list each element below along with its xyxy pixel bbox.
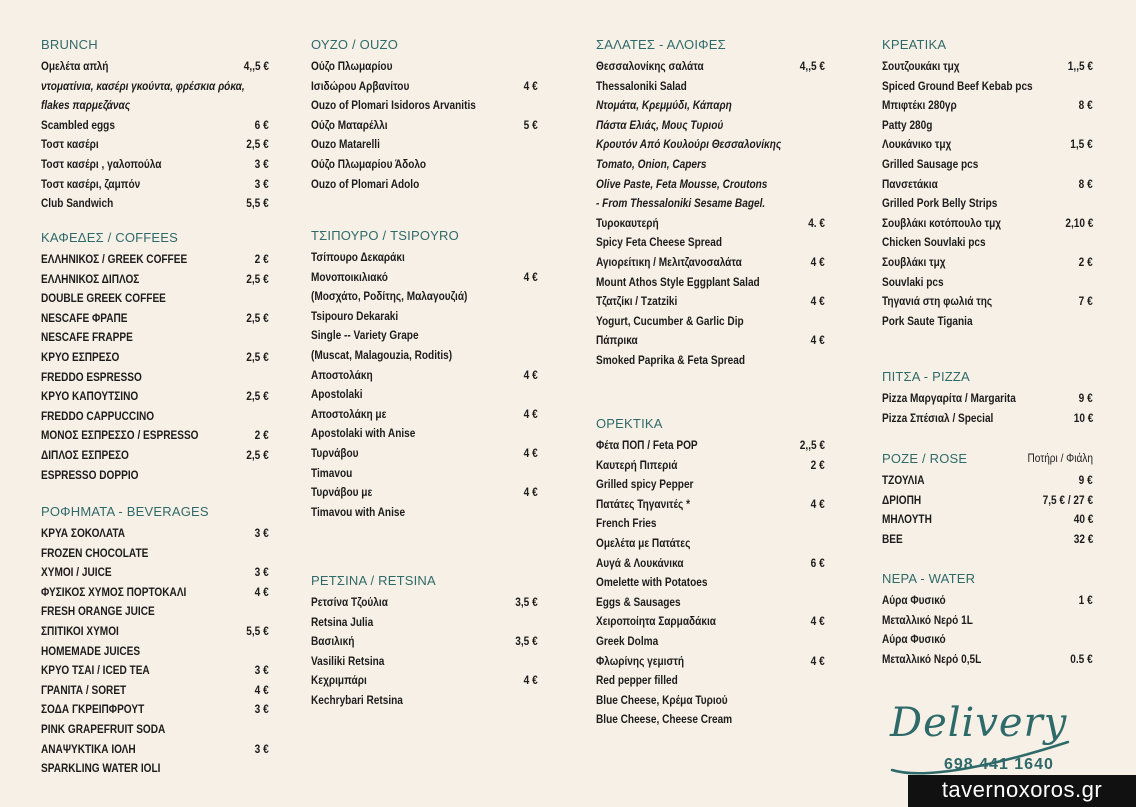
menu-item-name: Κρουτόν Από Κουλούρι Θεσσαλονίκης: [596, 137, 782, 152]
menu-item-price: 3,5 €: [515, 634, 538, 649]
section-title: BRUNCH: [41, 37, 98, 52]
menu-item-price: 4 €: [523, 78, 538, 93]
menu-item-name: Αύρα Φυσικό: [882, 593, 946, 607]
menu-item-price: 4 €: [523, 485, 538, 500]
menu-item-name: Σουτζουκάκι τμχ: [882, 59, 960, 73]
menu-item-name: Μονοποικιλιακό: [311, 269, 388, 284]
menu-item-price: 9 €: [1078, 391, 1093, 405]
menu-item-name: FROZEN CHOCOLATE: [41, 545, 149, 560]
menu-item-price: 1 €: [1078, 593, 1093, 607]
menu-item-name: Mount Athos Style Eggplant Salad: [596, 274, 760, 289]
menu-item-price: 4 €: [810, 653, 825, 668]
menu-item-name: Τζατζίκι / Tzatziki: [596, 294, 678, 309]
section-title: ΟΥΖΟ / OUZO: [311, 37, 399, 52]
delivery-badge: [884, 700, 1074, 785]
menu-item-price: 4 €: [810, 496, 825, 511]
menu-item-name: Καυτερή Πιπεριά: [596, 457, 678, 472]
menu-item-price: 2,10 €: [1064, 215, 1093, 230]
menu-item-name: Σουβλάκι τμχ: [882, 255, 946, 269]
menu-item-name: Θεσσαλονίκης σαλάτα: [596, 59, 704, 73]
menu-item-price: 2,5 €: [246, 350, 269, 364]
menu-item-name: Φέτα ΠΟΠ / Feta POP: [596, 438, 698, 452]
menu-item-price: 2 €: [254, 252, 269, 266]
menu-item-name: NESCAFE ΦΡΑΠΕ: [41, 310, 128, 325]
menu-item-price: 4 €: [810, 614, 825, 629]
menu-item-name: Ομελέτα με Πατάτες: [596, 536, 691, 550]
menu-item-name: DOUBLE GREEK COFFEE: [41, 291, 166, 306]
menu-item-price: 4 €: [523, 269, 538, 284]
menu-item-name: ΓΡΑΝΙΤΑ / SORET: [41, 682, 127, 697]
menu-item-name: French Fries: [596, 516, 657, 531]
menu-item-price: 3 €: [254, 565, 269, 580]
menu-item-name: Smoked Paprika & Feta Spread: [596, 353, 746, 367]
menu-item-price: 2 €: [1078, 255, 1093, 269]
menu-item-name: PINK GRAPEFRUIT SODA: [41, 722, 166, 736]
menu-item-name: Τοστ κασέρι, ζαμπόν: [41, 176, 141, 191]
menu-item-name: Tomato, Onion, Capers: [596, 157, 707, 171]
menu-item-name: Αύρα Φυσικό: [882, 632, 946, 647]
menu-item-price: 8 €: [1078, 176, 1093, 191]
menu-item-name: ΕΛΛΗΝΙΚΟΣ ΔΙΠΛΟΣ: [41, 271, 140, 286]
section-title: ΚΑΦΕΔΕΣ / COFFEES: [41, 230, 179, 245]
rose-header: Ποτήρι / Φιάλη: [1027, 451, 1093, 465]
menu-item-name: Μεταλλικό Νερό 0,5L: [882, 651, 982, 666]
menu-item-name: SPARKLING WATER IOLI: [41, 761, 161, 776]
menu-item-name: Spicy Feta Cheese Spread: [596, 235, 723, 250]
menu-item-name: flakes παρμεζάνας: [41, 98, 131, 113]
menu-item-name: Ισιδώρου Αρβανίτου: [311, 78, 410, 93]
menu-item-name: Apostolaki: [311, 387, 363, 402]
menu-item-name: Τοστ κασέρι , γαλοπούλα: [41, 157, 162, 171]
menu-item-price: 3 €: [254, 526, 269, 540]
menu-item-name: FRESH ORANGE JUICE: [41, 604, 155, 619]
menu-item-price: 10 €: [1073, 410, 1093, 425]
menu-item-price: 4 €: [523, 406, 538, 421]
menu-item-name: Ούζο Πλωμαρίου Άδολο: [311, 157, 427, 171]
menu-item-name: Τυρνάβου με: [311, 485, 373, 500]
menu-item-name: Apostolaki with Anise: [311, 426, 416, 441]
menu-item-name: Pizza Μαργαρίτα / Margarita: [882, 391, 1016, 405]
menu-item-name: ΣΠΙΤΙΚΟΙ ΧΥΜΟΙ: [41, 624, 119, 638]
menu-item-name: Kechrybari Retsina: [311, 693, 403, 707]
menu-item-name: ΦΥΣΙΚΟΣ ΧΥΜΟΣ ΠΟΡΤΟΚΑΛΙ: [41, 584, 187, 599]
menu-item-name: Yogurt, Cucumber & Garlic Dip: [596, 313, 744, 328]
menu-item-name: Thessaloniki Salad: [596, 78, 687, 93]
menu-item-price: 5 €: [523, 117, 538, 132]
menu-item-name: NESCAFE FRAPPE: [41, 330, 133, 345]
menu-item-name: Μεταλλικό Νερό 1L: [882, 612, 973, 627]
menu-item-name: Greek Dolma: [596, 634, 659, 648]
menu-item-name: Grilled Pork Belly Strips: [882, 196, 998, 211]
menu-item-name: Eggs & Sausages: [596, 594, 681, 609]
menu-item-name: Πάστα Ελιάς, Μους Τυριού: [596, 117, 724, 132]
menu-item-price: 4 €: [523, 446, 538, 460]
menu-item-price: 4 €: [523, 673, 538, 688]
menu-item-price: 2,5 €: [246, 389, 269, 404]
menu-item-name: Pork Saute Tigania: [882, 313, 973, 328]
menu-item-name: FREDDO CAPPUCCINO: [41, 408, 155, 423]
menu-item-name: ΚΡΥΟ ΕΣΠΡΕΣΟ: [41, 350, 120, 364]
menu-item-price: 0.5 €: [1070, 651, 1093, 666]
menu-item-price: 2,,5 €: [799, 438, 825, 452]
menu-item-name: Single -- Variety Grape: [311, 328, 419, 343]
menu-item-name: Spiced Ground Beef Kebab pcs: [882, 78, 1033, 93]
menu-item-name: Ouzo Matarelli: [311, 137, 380, 152]
section-title: ΡΟΦΗΜΑΤΑ - BEVERAGES: [41, 504, 209, 519]
menu-item-price: 32 €: [1073, 531, 1093, 546]
watermark: tavernoxoros.gr: [908, 775, 1136, 807]
menu-item-name: Πανσετάκια: [882, 176, 938, 191]
menu-item-name: Μπιφτέκι 280γρ: [882, 98, 957, 113]
menu-item-name: Grilled spicy Pepper: [596, 477, 694, 492]
menu-item-name: ΒΕΕ: [882, 531, 903, 546]
menu-item-price: 4 €: [810, 294, 825, 309]
menu-item-name: Blue Cheese, Cheese Cream: [596, 712, 733, 727]
menu-item-name: ΤΖΟΥΛΙΑ: [882, 473, 925, 487]
menu-item-name: Πατάτες Τηγανιτές *: [596, 496, 691, 511]
menu-item-price: 7,5 € / 27 €: [1042, 492, 1093, 507]
menu-item-price: 2 €: [810, 457, 825, 472]
menu-item-name: Retsina Julia: [311, 614, 374, 629]
section-title: ΡΟΖΕ / ROSE: [882, 451, 968, 466]
menu-item-name: ΣΟΔΑ ΓΚΡΕΙΠΦΡΟΥΤ: [41, 702, 145, 717]
menu-item-name: Αποστολάκη: [311, 367, 373, 382]
menu-item-name: Ομελέτα απλή: [41, 59, 109, 73]
menu-item-name: ΑΝΑΨΥΚΤΙΚΑ ΙΟΛΗ: [41, 741, 136, 756]
menu-item-name: Scambled eggs: [41, 117, 115, 132]
menu-item-price: 6 €: [254, 117, 269, 132]
menu-item-name: ΚΡΥΑ ΣΟΚΟΛΑΤΑ: [41, 526, 126, 540]
menu-item-name: Τυρνάβου: [311, 446, 359, 460]
menu-item-price: 3,5 €: [515, 595, 538, 609]
section-title: ΤΣΙΠΟΥΡΟ / TSIPOYRO: [311, 228, 459, 243]
menu-item-price: 4,,5 €: [243, 59, 269, 73]
menu-item-name: Grilled Sausage pcs: [882, 157, 979, 171]
menu-item-name: ντοματίνια, κασέρι γκούντα, φρέσκια ρόκα,: [41, 78, 245, 93]
menu-item-name: Αυγά & Λουκάνικα: [596, 555, 684, 570]
menu-item-name: Τσίπουρο Δεκαράκι: [311, 250, 405, 264]
menu-item-price: 4. €: [808, 215, 825, 230]
menu-item-price: 9 €: [1078, 473, 1093, 487]
delivery-phone[interactable]: 698 441 1640: [944, 756, 1054, 773]
menu-item-price: 2,5 €: [246, 137, 269, 152]
menu-item-name: Ντομάτα, Κρεμμύδι, Κάπαρη: [596, 98, 732, 113]
menu-item-price: 3 €: [254, 741, 269, 756]
menu-item-name: Τοστ κασέρι: [41, 137, 99, 152]
menu-item-price: 40 €: [1073, 512, 1093, 527]
menu-item-price: 2 €: [254, 428, 269, 443]
menu-item-name: Timavou: [311, 465, 353, 480]
menu-item-name: Χειροποίητα Σαρμαδάκια: [596, 614, 716, 629]
menu-item-price: 3 €: [254, 157, 269, 171]
menu-item-name: ΚΡΥΟ ΚΑΠΟΥΤΣΙΝΟ: [41, 389, 139, 404]
menu-item-price: 4 €: [810, 255, 825, 269]
section-title: ΚΡΕΑΤΙΚΑ: [882, 37, 947, 52]
menu-item-name: Vasiliki Retsina: [311, 653, 385, 668]
menu-item-price: 4 €: [810, 333, 825, 348]
menu-item-name: Ούζο Ματαρέλλι: [311, 117, 388, 132]
menu-item-name: ΔΙΠΛΟΣ ΕΣΠΡΕΣΟ: [41, 448, 129, 462]
menu-item-name: ΧΥΜΟΙ / JUICE: [41, 565, 112, 580]
menu-item-name: Βασιλική: [311, 634, 355, 649]
menu-item-name: Κεχριμπάρι: [311, 673, 367, 688]
menu-item-name: Tsipouro Dekaraki: [311, 308, 399, 323]
menu-item-name: ESPRESSO DOPPIO: [41, 467, 139, 482]
section-title: ΣΑΛΑΤΕΣ - ΑΛΟΙΦΕΣ: [596, 37, 726, 52]
menu-item-name: Ρετσίνα Τζούλια: [311, 595, 388, 609]
menu-item-name: Φλωρίνης γεμιστή: [596, 653, 685, 668]
menu-item-name: Timavou with Anise: [311, 504, 406, 519]
menu-item-name: (Μοσχάτο, Ροδίτης, Μαλαγουζιά): [311, 289, 468, 304]
menu-item-name: Olive Paste, Feta Mousse, Croutons: [596, 176, 768, 191]
menu-item-price: 7 €: [1078, 294, 1093, 309]
menu-item-price: 5,5 €: [246, 196, 269, 211]
menu-item-price: 3 €: [254, 663, 269, 678]
menu-item-name: Λουκάνικο τμχ: [882, 137, 952, 152]
menu-item-name: Ouzo of Plomari Adolo: [311, 176, 420, 191]
menu-item-price: 6 €: [810, 555, 825, 570]
menu-item-name: Ouzo of Plomari Isidoros Arvanitis: [311, 98, 476, 113]
menu-item-name: Souvlaki pcs: [882, 274, 944, 289]
menu-item-name: Pizza Σπέσιαλ / Special: [882, 410, 994, 425]
section-title: ΡΕΤΣΙΝΑ / RETSINA: [311, 573, 436, 588]
menu-item-price: 3 €: [254, 176, 269, 191]
section-title: ΠΙΤΣΑ - PIZZA: [882, 369, 970, 384]
menu-item-price: 4 €: [254, 682, 269, 697]
menu-item-name: Πάπρικα: [596, 333, 638, 348]
menu-item-price: 2,5 €: [246, 271, 269, 286]
menu-item-name: Τυροκαυτερή: [596, 215, 659, 230]
menu-item-name: Αγιορείτικη / Μελιτζανοσαλάτα: [596, 255, 742, 269]
menu-item-name: (Muscat, Malagouzia, Roditis): [311, 348, 453, 362]
menu-item-price: 3 €: [254, 702, 269, 717]
menu-item-name: Patty 280g: [882, 117, 933, 132]
menu-item-price: 4,,5 €: [799, 59, 825, 73]
menu-item-name: Αποστολάκη με: [311, 406, 387, 421]
menu-item-price: 2,5 €: [246, 310, 269, 325]
menu-item-name: ΔΡΙΟΠΗ: [882, 492, 922, 507]
menu-item-name: ΜΗΛΟΥΤΗ: [882, 512, 932, 527]
menu-item-name: FREDDO ESPRESSO: [41, 369, 142, 384]
menu-item-price: 4 €: [523, 367, 538, 382]
menu-item-price: 1,,5 €: [1067, 59, 1093, 73]
menu-item-price: 4 €: [254, 584, 269, 599]
menu-item-name: Τηγανιά στη φωλιά της: [882, 294, 993, 309]
menu-item-price: 1,5 €: [1070, 137, 1093, 152]
menu-item-price: 8 €: [1078, 98, 1093, 113]
menu-item-name: Chicken Souvlaki pcs: [882, 235, 986, 250]
menu-item-name: - From Thessaloniki Sesame Bagel.: [596, 196, 766, 211]
section-title: ΟΡΕΚΤΙΚΑ: [596, 416, 663, 431]
section-title: ΝΕΡΑ - WATER: [882, 571, 976, 586]
menu-item-name: Omelette with Potatoes: [596, 575, 708, 590]
menu-item-name: Club Sandwich: [41, 196, 114, 211]
menu-item-name: ΕΛΛΗΝΙΚΟΣ / GREEK COFFEE: [41, 252, 188, 266]
delivery-label: Delivery: [890, 700, 1068, 746]
menu-item-name: Red pepper filled: [596, 673, 678, 688]
menu-item-name: HOMEMADE JUICES: [41, 643, 141, 658]
menu-item-price: 5,5 €: [246, 624, 269, 638]
menu-item-name: Blue Cheese, Κρέμα Τυριού: [596, 692, 728, 707]
menu-item-name: ΜΟΝΟΣ ΕΣΠΡΕΣΣΟ / ESPRESSO: [41, 428, 199, 443]
menu-item-price: 2,5 €: [246, 448, 269, 462]
menu-item-name: Σουβλάκι κοτόπουλο τμχ: [882, 215, 1002, 230]
menu-item-name: Ούζο Πλωμαρίου: [311, 59, 393, 73]
menu-item-name: ΚΡΥΟ ΤΣΑΙ / ICED TEA: [41, 663, 150, 678]
